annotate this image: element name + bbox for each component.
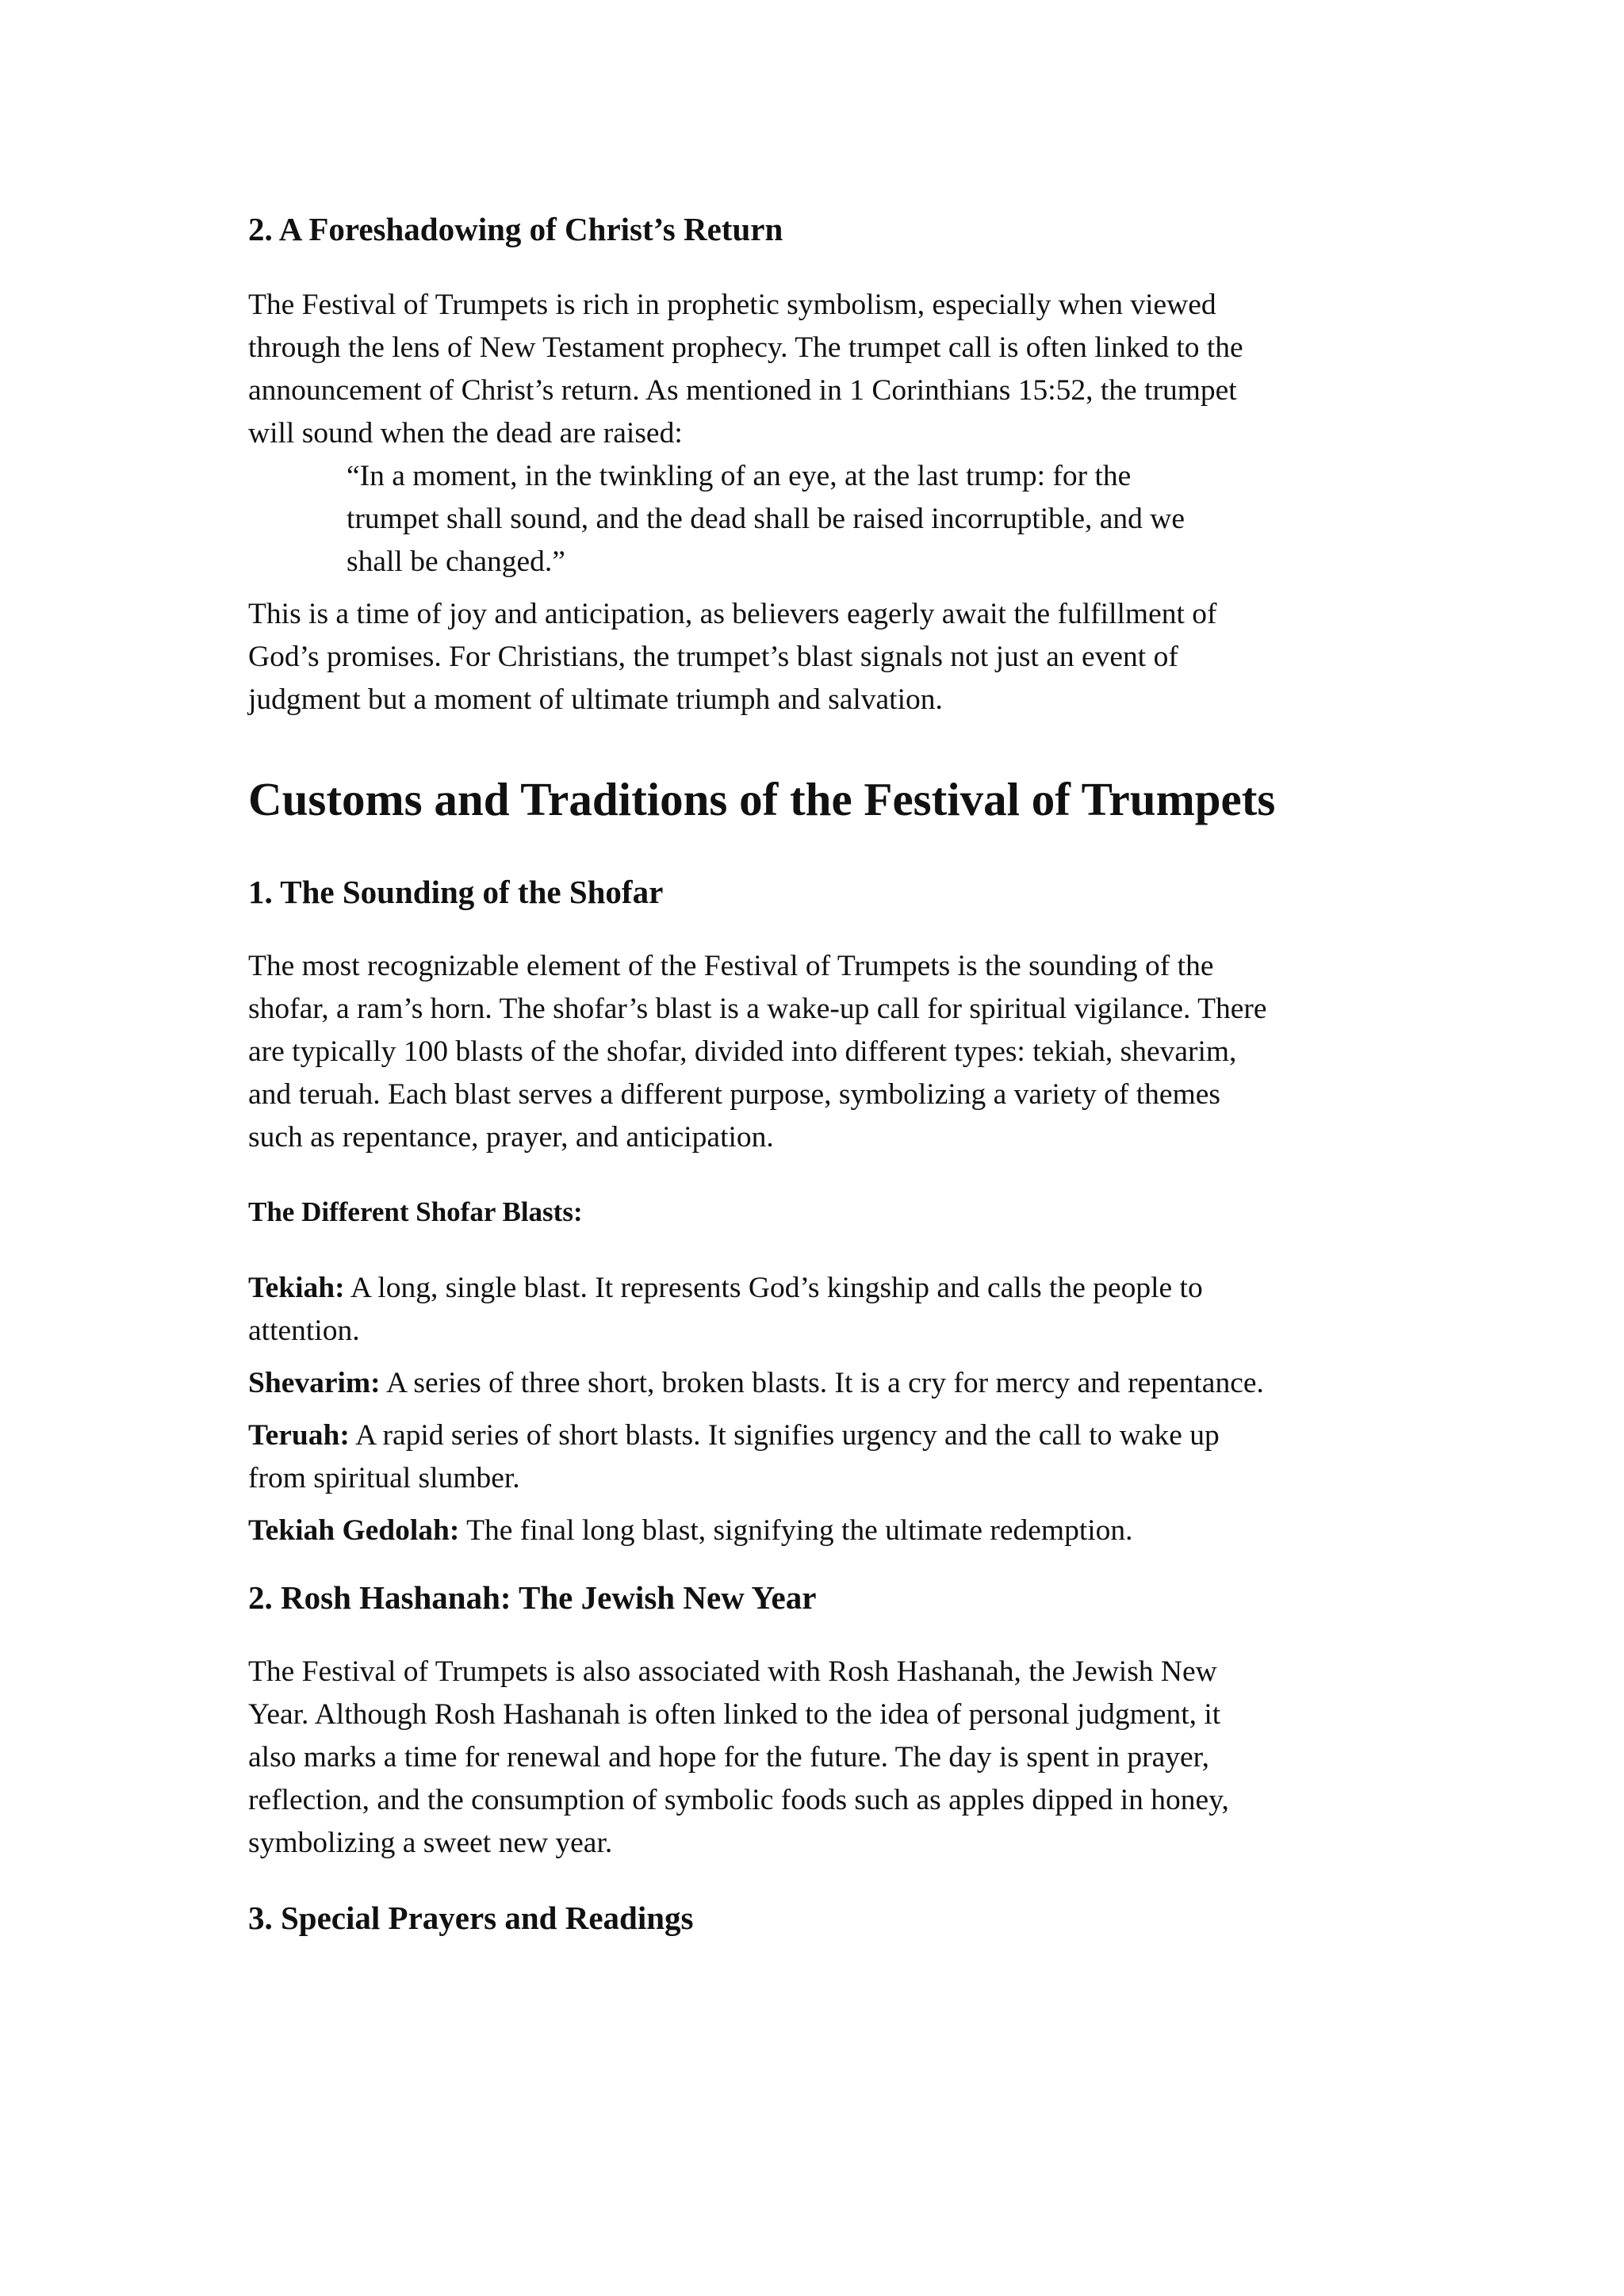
text-line: and teruah. Each blast serves a different purpose, symbolizing a variety of themes [248,1078,1220,1111]
heading-foreshadowing: 2. A Foreshadowing of Christ’s Return [248,211,783,247]
blast-term: Tekiah Gedolah: [248,1514,460,1547]
text-line: announcement of Christ’s return. As mentioned in 1 Corinthians 15:52, the trumpet [248,374,1237,407]
text-line: such as repentance, prayer, and anticipation. [248,1121,774,1154]
quote-line: “In a moment, in the twinkling of an eye, at the last trump: for the [347,460,1132,492]
blast-desc: A series of three short, broken blasts. It is a cry for mercy and repentance. [380,1367,1264,1399]
quote-line: shall be changed.” [347,545,565,578]
blast-item-tekiah-gedolah [248,1510,1390,1552]
text-line: God’s promises. For Christians, the trumpet’s blast signals not just an event of [248,641,1178,673]
heading-special-prayers: 3. Special Prayers and Readings [248,1900,694,1936]
quote-line: trumpet shall sound, and the dead shall be raised incorruptible, and we [347,503,1185,535]
scripture-quote [248,455,1390,584]
blast-line [248,1362,1390,1405]
paragraph-shofar [248,945,1390,1159]
blast-term: Teruah: [248,1419,350,1452]
text-line: The most recognizable element of the Festival of Trumpets is the sounding of the [248,950,1214,982]
text-line: The Festival of Trumpets is rich in prophetic symbolism, especially when viewed [248,289,1216,321]
heading-shofar: 1. The Sounding of the Shofar [248,874,664,910]
text-line: Year. Although Rosh Hashanah is often linked to the idea of personal judgment, it [248,1698,1221,1731]
paragraph-foreshadowing-joy [248,593,1390,721]
paragraph-rosh-hashanah [248,1651,1390,1865]
text-line: also marks a time for renewal and hope for the future. The day is spent in prayer, [248,1741,1209,1774]
text-line: are typically 100 blasts of the shofar, divided into different types: tekiah, shevarim, [248,1035,1237,1068]
subheading-shofar-blasts: The Different Shofar Blasts: [248,1196,583,1227]
blast-line: attention. [248,1314,360,1347]
text-line: judgment but a moment of ultimate triumph and salvation. [248,683,943,716]
blast-desc: The final long blast, signifying the ultimate redemption. [459,1514,1133,1547]
heading-customs-traditions: Customs and Traditions of the Festival of Trumpets [248,773,1276,825]
text-line: symbolizing a sweet new year. [248,1827,613,1859]
text-line: will sound when the dead are raised: [248,417,683,450]
text-line: through the lens of New Testament prophecy. The trumpet call is often linked to the [248,331,1243,364]
paragraph-foreshadowing-intro [248,284,1390,455]
blast-item-teruah [248,1414,1390,1500]
blast-line [248,1267,1390,1310]
blast-term: Shevarim: [248,1367,381,1399]
blast-line [248,1510,1390,1552]
blast-term: Tekiah: [248,1272,345,1304]
text-line: This is a time of joy and anticipation, as believers eagerly await the fulfillment of [248,598,1217,630]
blast-item-shevarim [248,1362,1390,1405]
document-page [248,208,1390,1939]
text-line: reflection, and the consumption of symbolic foods such as apples dipped in honey, [248,1784,1229,1816]
blast-item-tekiah [248,1267,1390,1353]
blast-desc: A rapid series of short blasts. It signifies urgency and the call to wake up [349,1419,1220,1452]
text-line: The Festival of Trumpets is also associated with Rosh Hashanah, the Jewish New [248,1655,1217,1688]
blast-line [248,1414,1390,1457]
heading-rosh-hashanah: 2. Rosh Hashanah: The Jewish New Year [248,1579,817,1616]
blast-line: from spiritual slumber. [248,1462,520,1494]
text-line: shofar, a ram’s horn. The shofar’s blast is a wake-up call for spiritual vigilance. There [248,993,1267,1025]
blast-desc: A long, single blast. It represents God’s kingship and calls the people to [344,1272,1203,1304]
